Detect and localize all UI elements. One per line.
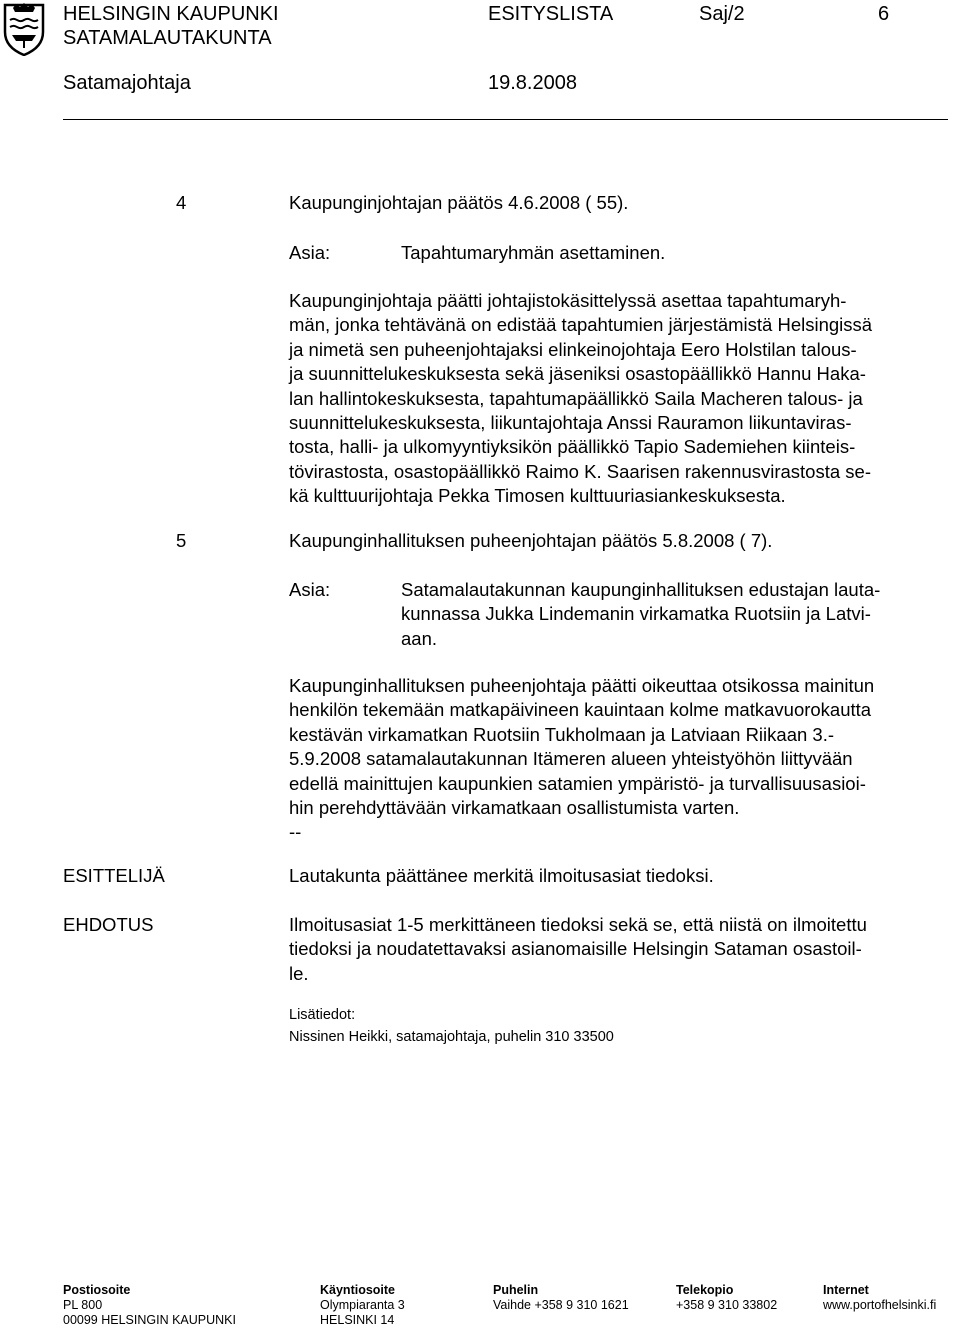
body-line: kestävän virkamatkan Ruotsiin Tukholmaan ja Latviaan Riikaan 3.- [289,723,835,745]
author: Satamajohtaja [63,72,191,94]
footer-heading: Internet [823,1283,869,1297]
footer-heading: Telekopio [676,1283,734,1297]
body-line: lan hallintokeskuksesta, tapahtumapäällikkö Saila Macheren talous- ja [289,387,863,409]
item-5-asia-label: Asia: [289,579,331,600]
footer-line: 00099 HELSINGIN KAUPUNKI [63,1313,236,1327]
presenter-label: ESITTELIJÄ [63,865,165,886]
body-line: ja nimetä sen puheenjohtajaksi elinkeinojohtaja Eero Holstilan talous- [289,338,857,360]
body-line: hin perehdyttävään virkamatkaan osallistumista varten. [289,797,740,819]
doc-type: ESITYSLISTA [488,3,614,25]
footer-col-internet [823,1283,936,1313]
document-date: 19.8.2008 [488,72,577,94]
asia-line: kunnassa Jukka Lindemanin virkamatka Ruotsiin ja Latvi- [401,603,871,625]
item-5-title: Kaupunginhallituksen puheenjohtajan päätös 5.8.2008 ( 7). [289,530,773,551]
separator: -- [289,821,302,843]
doc-code: Saj/2 [699,3,745,25]
footer-col-fax [676,1283,777,1313]
footer-col-phone [493,1283,629,1313]
proposal-line: tiedoksi ja noudatettavaksi asianomaisille Helsingin Sataman osastoil- [289,938,862,960]
contact-text: Nissinen Heikki, satamajohtaja, puhelin 310 33500 [289,1029,614,1045]
footer-line: Vaihde +358 9 310 1621 [493,1298,629,1312]
footer-line: HELSINKI 14 [320,1313,395,1327]
footer-line: +358 9 310 33802 [676,1298,778,1312]
footer-line: PL 800 [63,1298,103,1312]
helsinki-coat-of-arms-logo [2,2,46,56]
asia-line: aan. [401,627,438,649]
footer-heading: Puhelin [493,1283,539,1297]
item-4-asia-label: Asia: [289,242,331,263]
item-4-title: Kaupunginjohtajan päätös 4.6.2008 ( 55). [289,192,629,213]
proposal-line: Ilmoitusasiat 1-5 merkittäneen tiedoksi sekä se, että niistä on ilmoitettu [289,914,867,935]
org-name: HELSINGIN KAUPUNKI [63,3,279,25]
asia-line: Satamalautakunnan kaupunginhallituksen edustajan lauta- [401,579,881,600]
body-line: suunnittelukeskuksesta, liikuntajohtaja Anssi Rauramon liikuntaviras- [289,412,852,434]
body-line: edellä mainittujen kaupunkien satamien ympäristö- ja turvallisuusasioi- [289,772,866,794]
header-rule [63,119,948,120]
proposal-line-1: Lautakunta päättänee merkitä ilmoitusasiat tiedoksi. [289,865,714,886]
page-number: 6 [878,3,890,25]
body-line: Kaupunginhallituksen puheenjohtaja päätti oikeuttaa otsikossa mainitun [289,675,875,696]
body-line: tövirastosta, osastopäällikkö Raimo K. Saarisen rakennusvirastosta se- [289,460,871,482]
footer-col-postal [63,1283,236,1328]
proposal-line: le. [289,962,309,984]
body-line: kä kulttuurijohtaja Pekka Timosen kulttuuriasiankeskuksesta. [289,485,786,507]
footer-website-link[interactable]: www.portofhelsinki.fi [823,1298,937,1312]
footer-heading: Käyntiosoite [320,1283,396,1297]
contact-label: Lisätiedot: [289,1007,356,1023]
body-line: ja suunnittelukeskuksesta sekä jäseniksi osastopäällikkö Hannu Haka- [289,363,866,385]
body-line: män, jonka tehtävänä on edistää tapahtumien järjestämistä Helsingissä [289,314,873,336]
item-4-asia-text: Tapahtumaryhmän asettaminen. [401,242,666,263]
proposal-label: EHDOTUS [63,914,154,935]
footer-heading: Postiosoite [63,1283,131,1297]
item-4-body [289,289,954,509]
proposal-text [289,913,954,986]
item-5-number: 5 [176,530,187,551]
item-5-body [289,674,954,845]
item-4-number: 4 [176,192,187,213]
body-line: tosta, halli- ja ulkomyyntiyksikön päällikkö Tapio Sademiehen kiinteis- [289,436,856,458]
item-5-asia-text [401,578,956,651]
board-name: SATAMALAUTAKUNTA [63,27,272,49]
body-line: Kaupunginjohtaja päätti johtajistokäsittelyssä asettaa tapahtumaryh- [289,290,847,311]
body-line: 5.9.2008 satamalautakunnan Itämeren alueen yhteistyöhön liittyvään [289,748,853,770]
footer-col-visiting [320,1283,405,1328]
footer-line: Olympiaranta 3 [320,1298,405,1312]
body-line: henkilön tekemään matkapäivineen kauintaan kolme matkavuorokautta [289,699,872,721]
